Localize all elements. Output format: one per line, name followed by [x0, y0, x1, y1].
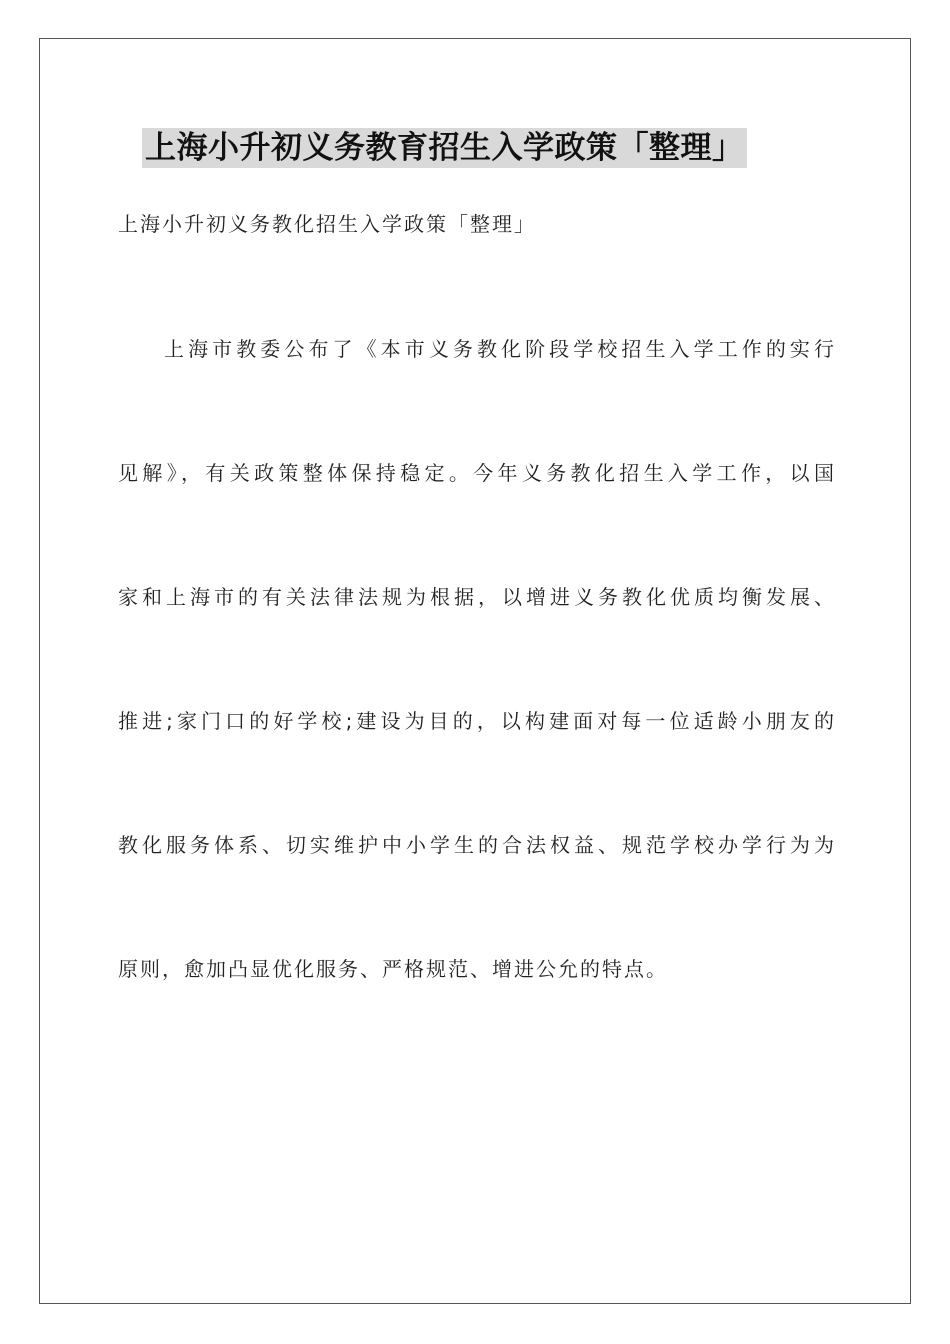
- paragraph-line-1: 上海市教委公布了《本市义务教化阶段学校招生入学工作的实行: [164, 337, 834, 361]
- paragraph-line-6: 原则，愈加凸显优化服务、严格规范、增进公允的特点。: [118, 957, 668, 981]
- paragraph-line-4: 推进;家门口的好学校;建设为目的，以构建面对每一位适龄小朋友的: [118, 709, 834, 733]
- paragraph-line-3: 家和上海市的有关法律法规为根据，以增进义务教化优质均衡发展、: [118, 585, 834, 609]
- document-subtitle: 上海小升初义务教化招生入学政策「整理」: [118, 212, 536, 236]
- document-title: 上海小升初义务教育招生入学政策「整理」: [142, 128, 747, 168]
- paragraph-line-2: 见解》，有关政策整体保持稳定。今年义务教化招生入学工作，以国: [118, 461, 834, 485]
- paragraph-line-5: 教化服务体系、切实维护中小学生的合法权益、规范学校办学行为为: [118, 833, 834, 857]
